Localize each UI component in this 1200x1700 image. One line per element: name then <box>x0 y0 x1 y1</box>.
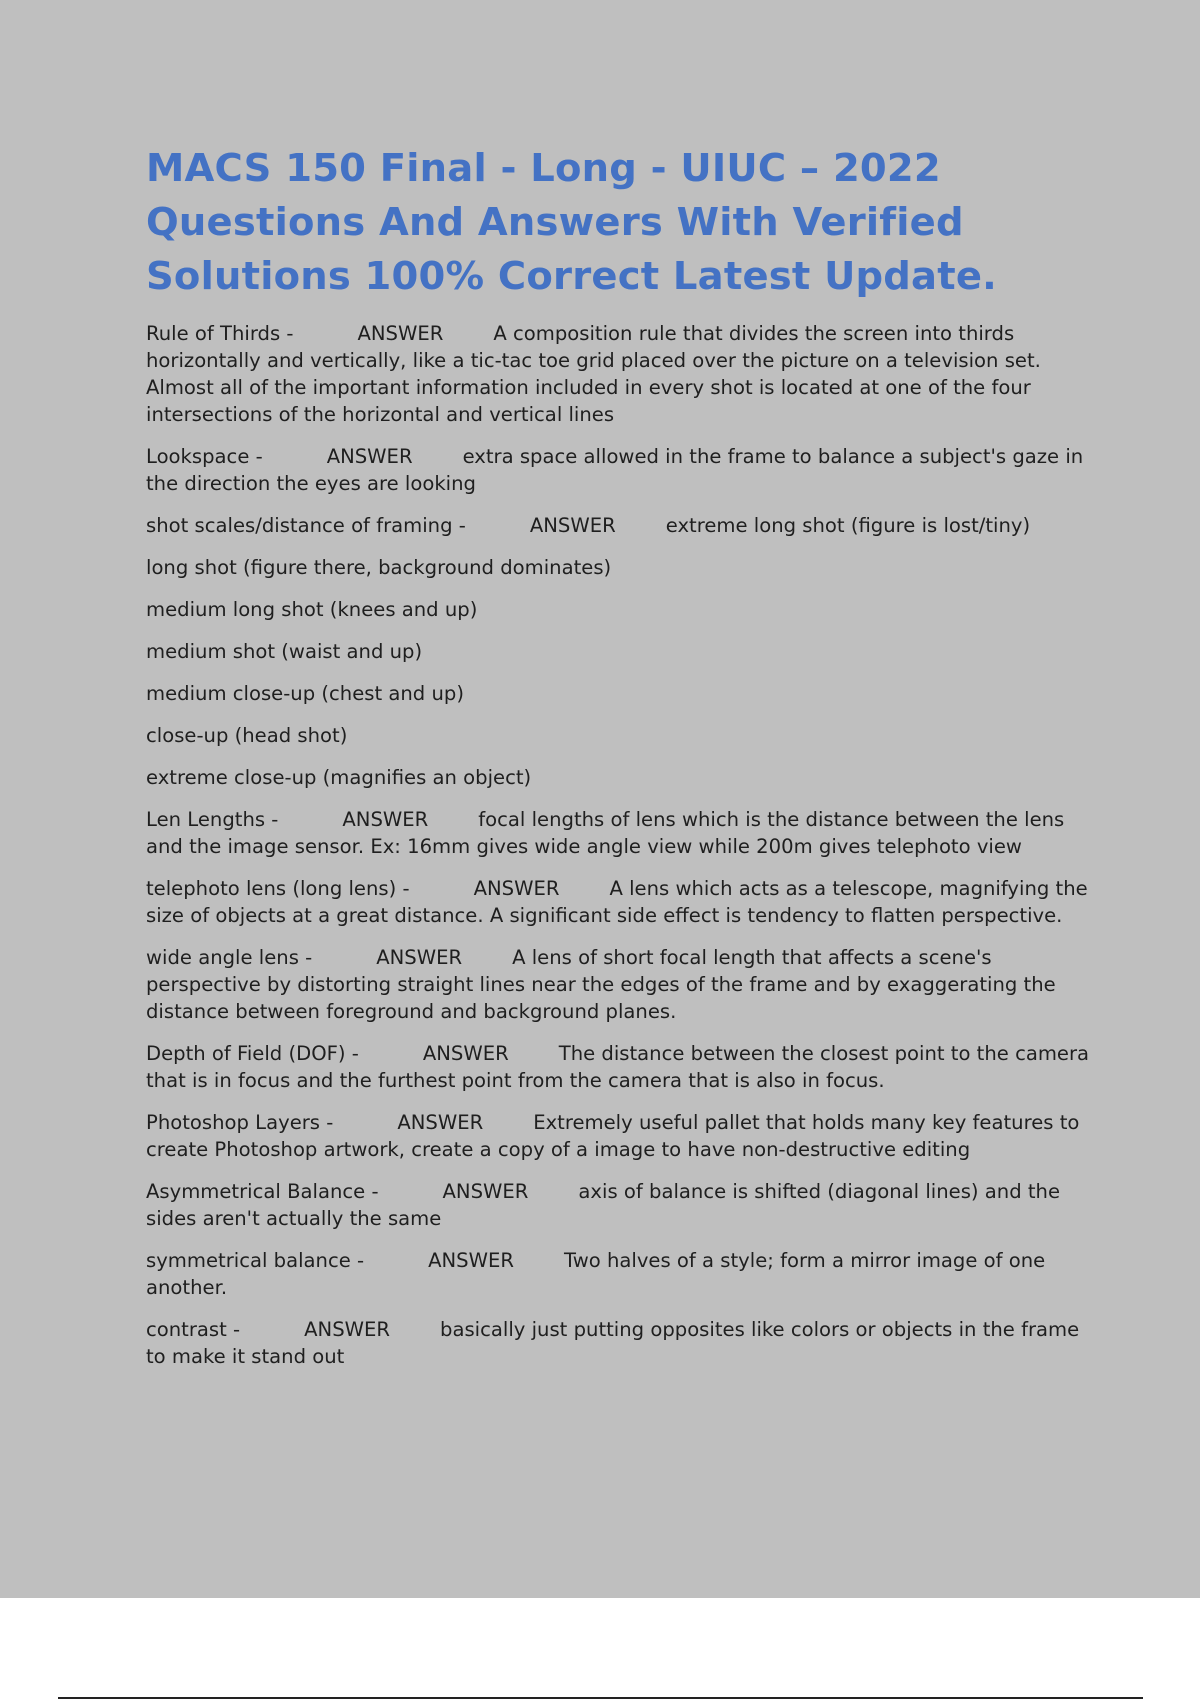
qa-term: Len Lengths - <box>146 808 278 831</box>
footer-divider <box>58 1697 1143 1699</box>
answer-marker: ANSWER <box>376 946 463 969</box>
qa-term: telephoto lens (long lens) - <box>146 877 410 900</box>
document-content <box>146 142 1096 1385</box>
qa-entry-len-lengths <box>146 806 1096 860</box>
qa-answer: A composition rule that divides the screen into thirds horizontally and vertically, like a tic-tac toe grid placed over the picture on a television set. Almost all of the important information included in every shot is located at one of the four intersections of the horizontal and vertical lines <box>146 322 1041 426</box>
qa-term: symmetrical balance - <box>146 1249 364 1272</box>
qa-answer: A lens of short focal length that affects a scene's perspective by distorting straight lines near the edges of the frame and by exaggerating the distance between foreground and background planes. <box>146 946 1056 1023</box>
list-line-medium-shot: medium shot (waist and up) <box>146 640 423 663</box>
qa-answer: Two halves of a style; form a mirror image of one another. <box>146 1249 1046 1299</box>
answer-marker: ANSWER <box>442 1180 529 1203</box>
qa-answer: Extremely useful pallet that holds many key features to create Photoshop artwork, create a copy of a image to have non-destructive editing <box>146 1111 1080 1161</box>
qa-answer: extra space allowed in the frame to balance a subject's gaze in the direction the eyes are looking <box>146 445 1084 495</box>
qa-answer: focal lengths of lens which is the distance between the lens and the image sensor. Ex: 16mm gives wide angle view while 200m gives telephoto view <box>146 808 1065 858</box>
qa-entry-telephoto-lens <box>146 875 1096 929</box>
list-line-extreme-close-up: extreme close-up (magnifies an object) <box>146 766 532 789</box>
answer-marker: ANSWER <box>304 1318 391 1341</box>
qa-entry-rule-of-thirds <box>146 320 1096 428</box>
qa-term: Asymmetrical Balance - <box>146 1180 379 1203</box>
qa-term: shot scales/distance of framing - <box>146 514 466 537</box>
answer-marker: ANSWER <box>428 1249 514 1272</box>
qa-answer: extreme long shot (figure is lost/tiny) <box>665 514 1031 537</box>
answer-marker: ANSWER <box>357 322 444 345</box>
qa-entry-shot-scales <box>146 512 1096 539</box>
qa-entry-photoshop-layers <box>146 1109 1096 1163</box>
answer-marker: ANSWER <box>326 445 413 468</box>
qa-answer: basically just putting opposites like colors or objects in the frame to make it stand out <box>146 1318 1080 1368</box>
list-line-long-shot: long shot (figure there, background dominates) <box>146 556 612 579</box>
document-title: MACS 150 Final - Long - UIUC – 2022 Questions And Answers With Verified Solutions 100% Correct Latest Update. <box>146 146 997 299</box>
answer-marker: ANSWER <box>473 877 560 900</box>
qa-entry-depth-of-field <box>146 1040 1096 1094</box>
qa-term: Lookspace - <box>146 445 263 468</box>
qa-answer: axis of balance is shifted (diagonal lines) and the sides aren't actually the same <box>146 1180 1061 1230</box>
qa-entry-asymmetrical-balance <box>146 1178 1096 1232</box>
qa-term: contrast - <box>146 1318 240 1341</box>
answer-marker: ANSWER <box>342 808 429 831</box>
list-line-close-up: close-up (head shot) <box>146 724 348 747</box>
answer-marker: ANSWER <box>529 514 616 537</box>
qa-entry-contrast <box>146 1316 1096 1370</box>
answer-marker: ANSWER <box>397 1111 484 1134</box>
qa-term: Rule of Thirds - <box>146 322 294 345</box>
answer-marker: ANSWER <box>422 1042 509 1065</box>
list-line-medium-long-shot: medium long shot (knees and up) <box>146 598 478 621</box>
qa-answer: A lens which acts as a telescope, magnifying the size of objects at a great distance. A significant side effect is tendency to flatten perspective. <box>146 877 1088 927</box>
qa-answer: The distance between the closest point to the camera that is in focus and the furthest point from the camera that is also in focus. <box>146 1042 1090 1092</box>
qa-term: Photoshop Layers - <box>146 1111 333 1134</box>
qa-entry-lookspace <box>146 443 1096 497</box>
qa-term: wide angle lens - <box>146 946 312 969</box>
qa-entry-wide-angle-lens <box>146 944 1096 1025</box>
qa-term: Depth of Field (DOF) - <box>146 1042 359 1065</box>
list-line-medium-close-up: medium close-up (chest and up) <box>146 682 464 705</box>
qa-entry-symmetrical-balance <box>146 1247 1096 1301</box>
